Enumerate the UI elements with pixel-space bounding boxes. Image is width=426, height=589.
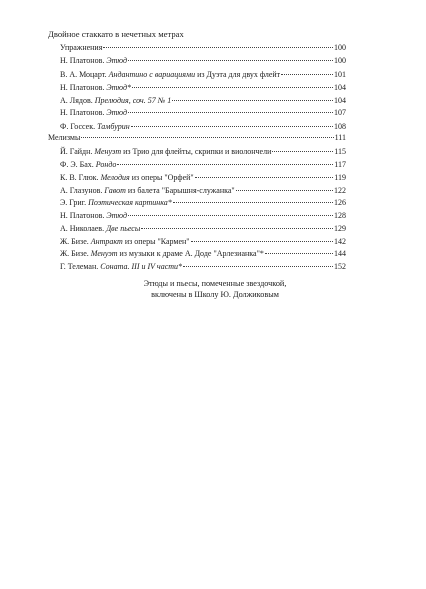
page-number: 100: [334, 56, 346, 65]
dot-leader: [272, 151, 333, 152]
dot-leader: [195, 177, 334, 178]
toc-entry: [60, 172, 346, 183]
toc-entry: [60, 42, 346, 53]
section-heading: Двойное стаккато в нечетных метрах: [48, 29, 184, 39]
dot-leader: [128, 112, 333, 113]
toc-entry: [60, 248, 346, 259]
entry-title: Упражнения: [60, 43, 103, 52]
dot-leader: [183, 266, 333, 267]
dot-leader: [128, 215, 333, 216]
entry-title: Н. Платонов. Этюд: [60, 56, 128, 65]
page-number: 108: [334, 122, 346, 131]
dot-leader: [132, 87, 333, 88]
dot-leader: [265, 253, 333, 254]
entry-title: Ф. Госсек. Тамбурин: [60, 122, 130, 131]
entry-title: Г. Телеман. Соната. III и IV части*: [60, 262, 183, 271]
page-number: 126: [334, 198, 346, 207]
page-number: 115: [334, 147, 346, 156]
page-number: 119: [334, 173, 346, 182]
page-number: 117: [334, 160, 346, 169]
dot-leader: [131, 126, 333, 127]
toc-entry: [60, 159, 346, 170]
toc-entry: [60, 210, 346, 221]
toc-entry: [60, 261, 346, 272]
page-number: 101: [334, 70, 346, 79]
toc-entry: [60, 121, 346, 132]
toc-entry: [60, 197, 346, 208]
toc-entry: [48, 132, 346, 143]
toc-entry: [60, 107, 346, 118]
page-number: 122: [334, 186, 346, 195]
footnote-line-2: включены в Школу Ю. Должиковым: [151, 290, 279, 299]
toc-entry: [60, 95, 346, 106]
entry-title: Ж. Бизе. Антракт из оперы "Кармен": [60, 237, 190, 246]
entry-title: Н. Платонов. Этюд*: [60, 83, 132, 92]
entry-title: К. В. Глюк. Мелодия из оперы "Орфей": [60, 173, 194, 182]
dot-leader: [281, 74, 333, 75]
entry-title: Н. Платонов. Этюд: [60, 211, 128, 220]
toc-entry: [60, 223, 346, 234]
entry-title: В. А. Моцарт. Андантино с вариациями из Дуэта для двух флейт: [60, 70, 281, 79]
page-number: 111: [334, 133, 346, 142]
toc-entry: [60, 69, 346, 80]
page-number: 104: [334, 83, 346, 92]
entry-title: А. Лядов. Прелюдия, соч. 57 № 1: [60, 96, 172, 105]
page-number: 144: [334, 249, 346, 258]
entry-title: Мелизмы: [48, 133, 81, 142]
page-number: 129: [334, 224, 346, 233]
page-number: 107: [334, 108, 346, 117]
dot-leader: [236, 190, 333, 191]
toc-entry: [60, 236, 346, 247]
dot-leader: [191, 241, 333, 242]
dot-leader: [141, 228, 333, 229]
dot-leader: [117, 164, 333, 165]
dot-leader: [173, 202, 333, 203]
page-number: 100: [334, 43, 346, 52]
dot-leader: [128, 60, 333, 61]
entry-title: А. Николаев. Две пьесы: [60, 224, 141, 233]
entry-title: Н. Платонов. Этюд: [60, 108, 128, 117]
toc-entry: [60, 146, 346, 157]
entry-title: Ф. Э. Бах. Рондо: [60, 160, 117, 169]
footnote-line-1: Этюды и пьесы, помеченные звездочкой,: [143, 279, 287, 288]
entry-title: А. Глазунов. Гавот из балета "Барышня-служанка": [60, 186, 235, 195]
dot-leader: [81, 137, 333, 138]
toc-entry: [60, 185, 346, 196]
entry-title: Э. Григ. Поэтическая картинка*: [60, 198, 172, 207]
entry-title: Ж. Бизе. Менуэт из музыки к драме А. Доде "Арлезианка"*: [60, 249, 264, 258]
page-number: 152: [334, 262, 346, 271]
dot-leader: [172, 100, 333, 101]
toc-entry: [60, 82, 346, 93]
page-number: 128: [334, 211, 346, 220]
dot-leader: [103, 47, 333, 48]
entry-title: Й. Гайдн. Менуэт из Трио для флейты, скрипки и виолончели: [60, 147, 272, 156]
page-number: 142: [334, 237, 346, 246]
toc-entry: [60, 55, 346, 66]
page-number: 104: [334, 96, 346, 105]
